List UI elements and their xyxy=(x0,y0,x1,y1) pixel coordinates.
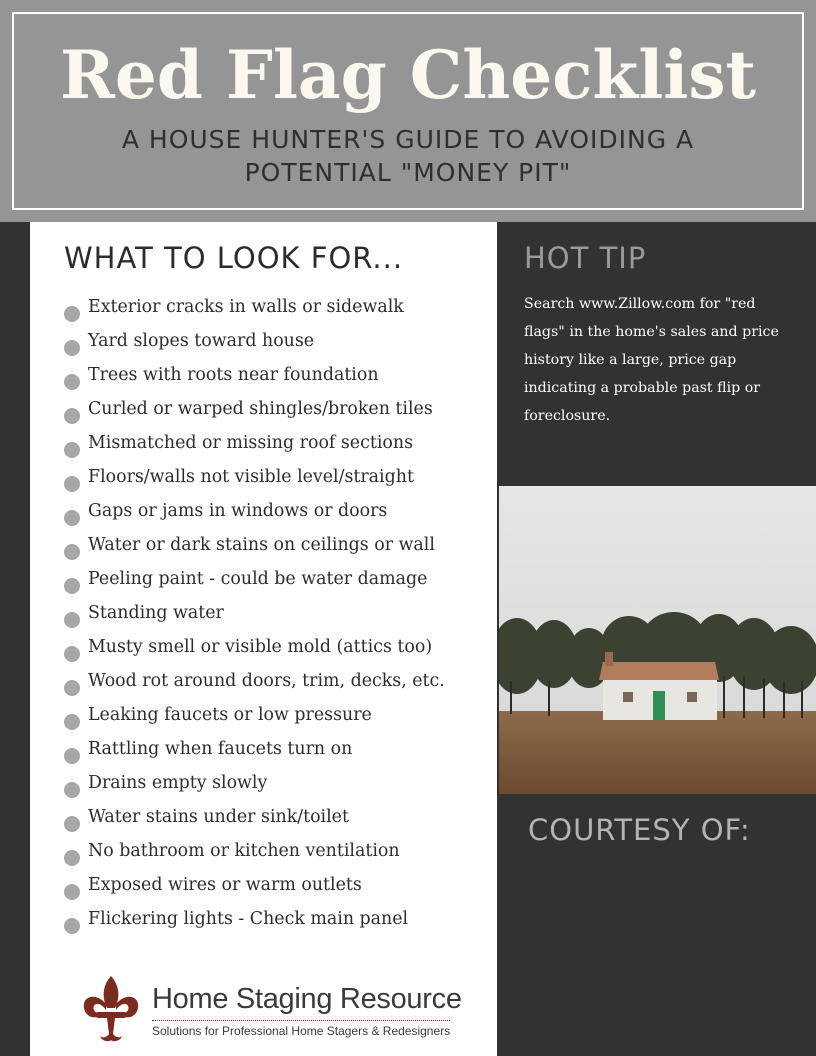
page-title: Red Flag Checklist xyxy=(60,36,756,114)
bullet-icon xyxy=(64,306,80,322)
bullet-icon xyxy=(64,374,80,390)
header-banner xyxy=(0,0,816,222)
page-subtitle xyxy=(0,123,816,189)
checklist-item xyxy=(64,358,504,392)
bullet-icon xyxy=(64,748,80,764)
checklist-item xyxy=(64,460,504,494)
checklist-item-text: Rattling when faucets turn on xyxy=(88,739,353,759)
checklist-item-text: Flickering lights - Check main panel xyxy=(88,909,409,929)
checklist-item-text: Gaps or jams in windows or doors xyxy=(88,501,388,521)
checklist-item-text: Yard slopes toward house xyxy=(88,331,315,351)
bullet-icon xyxy=(64,612,80,628)
checklist-item xyxy=(64,324,504,358)
bullet-icon xyxy=(64,782,80,798)
house-photo-illustration xyxy=(499,486,816,794)
checklist-item xyxy=(64,392,504,426)
courtesy-heading: COURTESY OF: xyxy=(528,813,751,847)
checklist-item xyxy=(64,596,504,630)
brand-name: Home Staging Resource xyxy=(152,983,462,1015)
subtitle-line-1: A HOUSE HUNTER'S GUIDE TO AVOIDING A xyxy=(121,125,695,154)
checklist-item-text: Water stains under sink/toilet xyxy=(88,807,349,827)
checklist-item xyxy=(64,494,504,528)
checklist-item xyxy=(64,732,504,766)
checklist-item-text: No bathroom or kitchen ventilation xyxy=(88,841,400,861)
checklist-item-text: Drains empty slowly xyxy=(88,773,268,793)
checklist-item xyxy=(64,698,504,732)
bullet-icon xyxy=(64,680,80,696)
bullet-icon xyxy=(64,850,80,866)
checklist-item xyxy=(64,902,504,936)
house-photo xyxy=(499,486,816,794)
bullet-icon xyxy=(64,714,80,730)
bullet-icon xyxy=(64,510,80,526)
checklist-item xyxy=(64,868,504,902)
checklist-item-text: Standing water xyxy=(88,603,224,623)
fleur-de-lis-icon xyxy=(80,974,142,1042)
checklist-item-text: Mismatched or missing roof sections xyxy=(88,433,413,453)
checklist-heading: WHAT TO LOOK FOR... xyxy=(64,241,404,275)
checklist-item-text: Peeling paint - could be water damage xyxy=(88,569,428,589)
checklist-item-text: Musty smell or visible mold (attics too) xyxy=(88,637,433,657)
checklist-item-text: Curled or warped shingles/broken tiles xyxy=(88,399,433,419)
checklist-item xyxy=(64,766,504,800)
bullet-icon xyxy=(64,646,80,662)
checklist-item-text: Leaking faucets or low pressure xyxy=(88,705,372,725)
checklist-item-text: Floors/walls not visible level/straight xyxy=(88,467,414,487)
checklist-item xyxy=(64,664,504,698)
bullet-icon xyxy=(64,884,80,900)
checklist-item xyxy=(64,562,504,596)
bullet-icon xyxy=(64,578,80,594)
bullet-icon xyxy=(64,816,80,832)
checklist-item xyxy=(64,800,504,834)
checklist-item-text: Trees with roots near foundation xyxy=(88,365,379,385)
subtitle-line-2: POTENTIAL "MONEY PIT" xyxy=(244,158,572,187)
checklist-item-text: Exposed wires or warm outlets xyxy=(88,875,362,895)
hot-tip-text: Search www.Zillow.com for "red flags" in the home's sales and price history like a large, price gap indicating a probable past flip or foreclosure. xyxy=(524,296,779,424)
brand-tagline: Solutions for Professional Home Stagers & Redesigners xyxy=(152,1020,450,1039)
bullet-icon xyxy=(64,544,80,560)
checklist-item-text: Water or dark stains on ceilings or wall xyxy=(88,535,435,555)
brand-logo xyxy=(80,972,480,1044)
checklist-item xyxy=(64,426,504,460)
checklist xyxy=(64,290,504,936)
bullet-icon xyxy=(64,476,80,492)
bullet-icon xyxy=(64,408,80,424)
checklist-item xyxy=(64,834,504,868)
checklist-item xyxy=(64,528,504,562)
checklist-item xyxy=(64,630,504,664)
bullet-icon xyxy=(64,442,80,458)
checklist-item-text: Exterior cracks in walls or sidewalk xyxy=(88,297,404,317)
bullet-icon xyxy=(64,340,80,356)
hot-tip-heading: HOT TIP xyxy=(524,241,647,275)
checklist-item xyxy=(64,290,504,324)
bullet-icon xyxy=(64,918,80,934)
checklist-item-text: Wood rot around doors, trim, decks, etc. xyxy=(88,671,445,691)
